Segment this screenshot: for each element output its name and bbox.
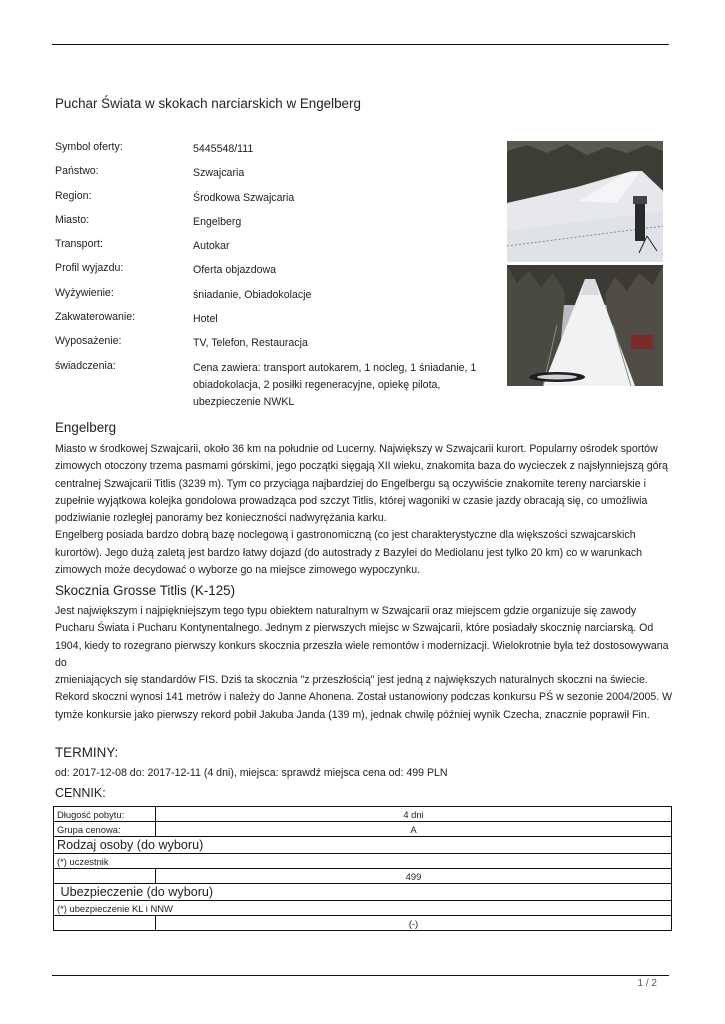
spec-label: Symbol oferty:	[55, 141, 123, 153]
spec-row	[55, 238, 493, 262]
section-heading-engelberg: Engelberg	[55, 420, 117, 435]
table-cell-empty	[54, 869, 156, 884]
spec-row	[55, 190, 493, 214]
section-heading-skocznia: Skocznia Grosse Titlis (K-125)	[55, 583, 236, 598]
spec-value: TV, Telefon, Restauracja	[193, 337, 308, 350]
table-cell-price: 499	[156, 869, 672, 884]
table-option: (*) ubezpieczenie KL i NNW	[54, 901, 672, 916]
table-cell-value: A	[156, 822, 672, 837]
price-table	[53, 806, 672, 931]
section-engelberg-text	[55, 441, 675, 579]
spec-label: Wyżywienie:	[55, 286, 114, 299]
spec-row	[55, 335, 493, 359]
spec-value: Środkowa Szwajcaria	[193, 191, 295, 204]
paragraph: Miasto w środkowej Szwajcarii, około 36 km na południe od Lucerny. Największy w Szwajcarii kurort. Popularny ośrodek sportów zimowych otoczony trzema pasmami górskimi, jego początki sięgają XII wieku, znakomita baza do wycieczek z najsłynniejszą górą centralnej Szwajcarii Titlis (3239 m). Tym co przyciąga najbardziej do Engelbergu są oczywiście znakomite tereny narciarskie i zupełnie wyjątkowa kolejka gondolowa prowadząca pod szczyt Titlis, której wagoniki w czasie jazdy obracają się, co umożliwia podziwianie rozległej panoramy bez konieczności nadwyrężania karku.	[55, 443, 668, 525]
section-heading-terminy: TERMINY:	[55, 745, 119, 760]
spec-row	[55, 141, 493, 165]
table-row	[54, 854, 672, 869]
spec-row	[55, 360, 493, 412]
spec-value: Hotel	[193, 313, 218, 326]
spec-label: Profil wyjazdu:	[55, 262, 124, 275]
spec-value: Oferta objazdowa	[193, 264, 277, 277]
section-heading-cennik: CENNIK:	[55, 786, 106, 800]
spec-value: śniadanie, Obiadokolacje	[193, 288, 312, 301]
paragraph: zmieniających się standardów FIS. Dziś ta skocznia "z przeszłością" jest jedną z największych naturalnych skoczni na świecie. Rekord skoczni wynosi 141 metrów i należy do Janne Ahonena. Został ustanowiony podczas konkursu PŚ w sezonie 2004/2005. W tymże konkursie jako pierwszy rekord pobił Jakuba Janda (139 m), jednak chwilę później wynik Czecha, znacznie poprawił Fin.	[55, 674, 673, 721]
table-cell-value: 4 dni	[156, 807, 672, 822]
table-section-heading: Ubezpieczenie (do wyboru)	[54, 884, 672, 901]
ski-jump-photo-winter	[507, 141, 663, 262]
terminy-text: od: 2017-12-08 do: 2017-12-11 (4 dni), miejsca: sprawdź miejsca cena od: 499 PLN	[55, 767, 448, 779]
spec-value: Szwajcaria	[193, 167, 245, 180]
paragraph: Jest największym i najpiękniejszym tego typu obiektem naturalnym w Szwajcarii oraz miejscem gdzie organizuje się zawody Pucharu Świata i Pucharu Kontynentalnego. Jednym z pierwszych miejsc w Szwajcarii, które posiadały skocznię narciarską. Od 1904, kiedy to rozegrano pierwszy konkurs skocznia przeszła wiele remontów i modernizacji. Wielokrotnie była też dostosowywana do	[55, 605, 669, 669]
spec-label: Miasto:	[55, 213, 90, 226]
spec-label: Wyposażenie:	[55, 335, 122, 348]
table-row	[54, 901, 672, 916]
spec-row	[55, 165, 493, 189]
offer-specs	[55, 141, 493, 412]
table-row	[54, 869, 672, 884]
spec-row	[55, 287, 493, 311]
spec-value: Cena zawiera: transport autokarem, 1 nocleg, 1 śniadanie, 1 obiadokolacja, 2 posiłki regeneracyjne, opiekę pilota, ubezpieczenie NWKL	[193, 361, 477, 409]
spec-label: Zakwaterowanie:	[55, 311, 136, 324]
table-cell-label: Długość pobytu:	[54, 807, 156, 822]
table-row	[54, 837, 672, 854]
table-section-heading: Rodzaj osoby (do wyboru)	[54, 837, 672, 854]
page-title: Puchar Świata w skokach narciarskich w Engelberg	[55, 96, 361, 111]
table-cell-price: (-)	[156, 916, 672, 931]
spec-value: 5445548/111	[193, 143, 254, 155]
table-row	[54, 884, 672, 901]
table-row	[54, 822, 672, 837]
table-cell-empty	[54, 916, 156, 931]
section-skocznia-text	[55, 603, 675, 724]
spec-row	[55, 214, 493, 238]
bottom-rule	[52, 975, 669, 976]
table-row	[54, 807, 672, 822]
page-number: 1 / 2	[637, 978, 657, 989]
table-option: (*) uczestnik	[54, 854, 672, 869]
spec-label: Region:	[55, 189, 92, 202]
spec-label: świadczenia:	[55, 359, 116, 372]
spec-row	[55, 262, 493, 286]
spec-label: Państwo:	[55, 165, 99, 178]
paragraph: Engelberg posiada bardzo dobrą bazę noclegową i gastronomiczną (co jest charakterystyczne dla większości szwajcarskich kurortów). Jego dużą zaletą jest bardzo łatwy dojazd (do autostrady z Bazylei do Mediolanu jest tylko 20 km) co w warunkach zimowych może decydować o wyborze go na miejsce zimowego wypoczynku.	[55, 529, 643, 577]
spec-value: Engelberg	[193, 215, 242, 228]
table-cell-label: Grupa cenowa:	[54, 822, 156, 837]
table-row	[54, 916, 672, 931]
spec-row	[55, 311, 493, 335]
top-rule	[52, 44, 669, 45]
spec-value: Autokar	[193, 240, 230, 253]
spec-label: Transport:	[55, 238, 103, 251]
ski-jump-photo-landing	[507, 265, 663, 386]
